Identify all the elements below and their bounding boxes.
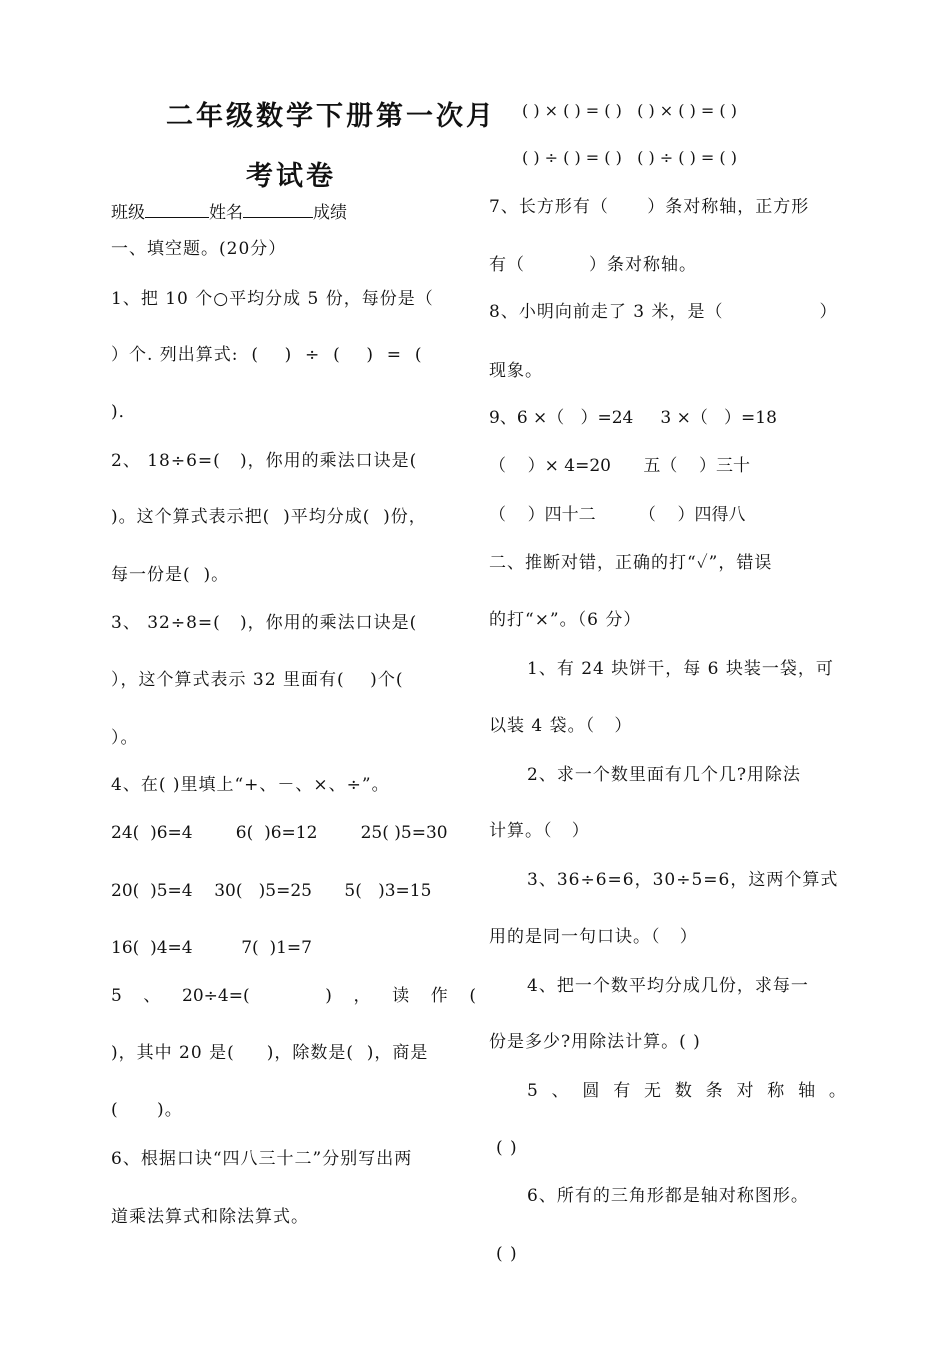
name-blank	[243, 202, 313, 218]
question-line: 2、求一个数里面有几个几?用除法	[527, 765, 801, 785]
question-line: 3、36÷6=6，30÷5=6，这两个算式	[527, 870, 839, 890]
question-line: 6、根据口诀“四八三十二”分别写出两	[111, 1149, 413, 1169]
question-line: 4、在( )里填上“+、－、×、÷”。	[111, 775, 390, 795]
question-line: ( ) × ( ) = ( ) ( ) × ( ) = ( )	[522, 101, 737, 120]
question-line: （ ）× 4=20 五（ ）三十	[489, 456, 750, 476]
question-line: 份是多少?用除法计算。( )	[489, 1032, 701, 1052]
question-line: 4、把一个数平均分成几份，求每一	[527, 976, 809, 996]
question-line: )。这个算式表示把( )平均分成( )份，	[111, 507, 427, 527]
question-line: 2、 18÷6=( )，你用的乘法口诀是(	[111, 451, 418, 471]
question-line: ）。	[111, 728, 139, 748]
question-line: ( ) ÷ ( ) = ( ) ( ) ÷ ( ) = ( )	[522, 148, 737, 167]
question-line: ( )	[496, 1244, 518, 1264]
question-line: 1、把 10 个○平均分成 5 份，每份是（	[111, 289, 434, 309]
exam-title-line2: 考试卷	[246, 161, 336, 192]
question-line: 9、6 ×（ ）=24 3 ×（ ）=18	[489, 408, 777, 428]
class-blank	[145, 202, 209, 218]
question-line: ( )。	[111, 1100, 183, 1120]
question-line: 用的是同一句口诀。（ ）	[489, 927, 698, 947]
question-line: 5 、 20÷4=( ) ， 读 作 (	[111, 986, 476, 1006]
question-line: 6、所有的三角形都是轴对称图形。	[527, 1186, 809, 1206]
question-line: 7、长方形有（ ）条对称轴，正方形	[489, 197, 810, 217]
question-line: 每一份是( )。	[111, 565, 230, 585]
section-true-false-heading-cont: 的打“×”。（6 分）	[489, 610, 642, 630]
question-line: 道乘法算式和除法算式。	[111, 1207, 309, 1227]
question-line: 现象。	[489, 361, 543, 381]
section-fill-blank-heading: 一、填空题。(20分）	[111, 239, 287, 259]
question-line: 8、小明向前走了 3 米，是（ ）	[489, 302, 838, 322]
question-line: 有（ ）条对称轴。	[489, 255, 698, 275]
name-label: 姓名	[209, 203, 243, 223]
class-label: 班级	[111, 203, 145, 223]
question-line: ）个. 列出算式: ( ) ÷ ( ) = (	[111, 345, 423, 365]
score-label: 成绩	[313, 203, 347, 223]
exam-title-line1: 二年级数学下册第一次月	[166, 101, 496, 132]
question-line: ( )	[496, 1138, 518, 1158]
section-true-false-heading: 二、推断对错，正确的打“✓”，错误	[489, 553, 773, 573]
question-line: （ ）四十二 （ ）四得八	[489, 505, 746, 525]
question-line: ），这个算式表示 32 里面有( )个(	[111, 670, 404, 690]
question-line: )，其中 20 是( )，除数是( )，商是	[111, 1043, 429, 1063]
question-line: 20( )5=4 30( )5=25 5( )3=15	[111, 881, 432, 901]
question-line: 计算。（ ）	[489, 821, 590, 841]
student-info-row	[111, 202, 347, 224]
question-line: 16( )4=4 7( )1=7	[111, 938, 312, 958]
question-line: 以装 4 袋。（ ）	[489, 716, 633, 736]
question-line: 3、 32÷8=( )，你用的乘法口诀是(	[111, 613, 418, 633]
question-line: 5 、 圆 有 无 数 条 对 称 轴 。	[527, 1081, 847, 1101]
question-line: 24( )6=4 6( )6=12 25( )5=30	[111, 823, 448, 843]
question-line: 1、有 24 块饼干，每 6 块装一袋，可	[527, 659, 834, 679]
question-line: )．	[111, 402, 137, 422]
